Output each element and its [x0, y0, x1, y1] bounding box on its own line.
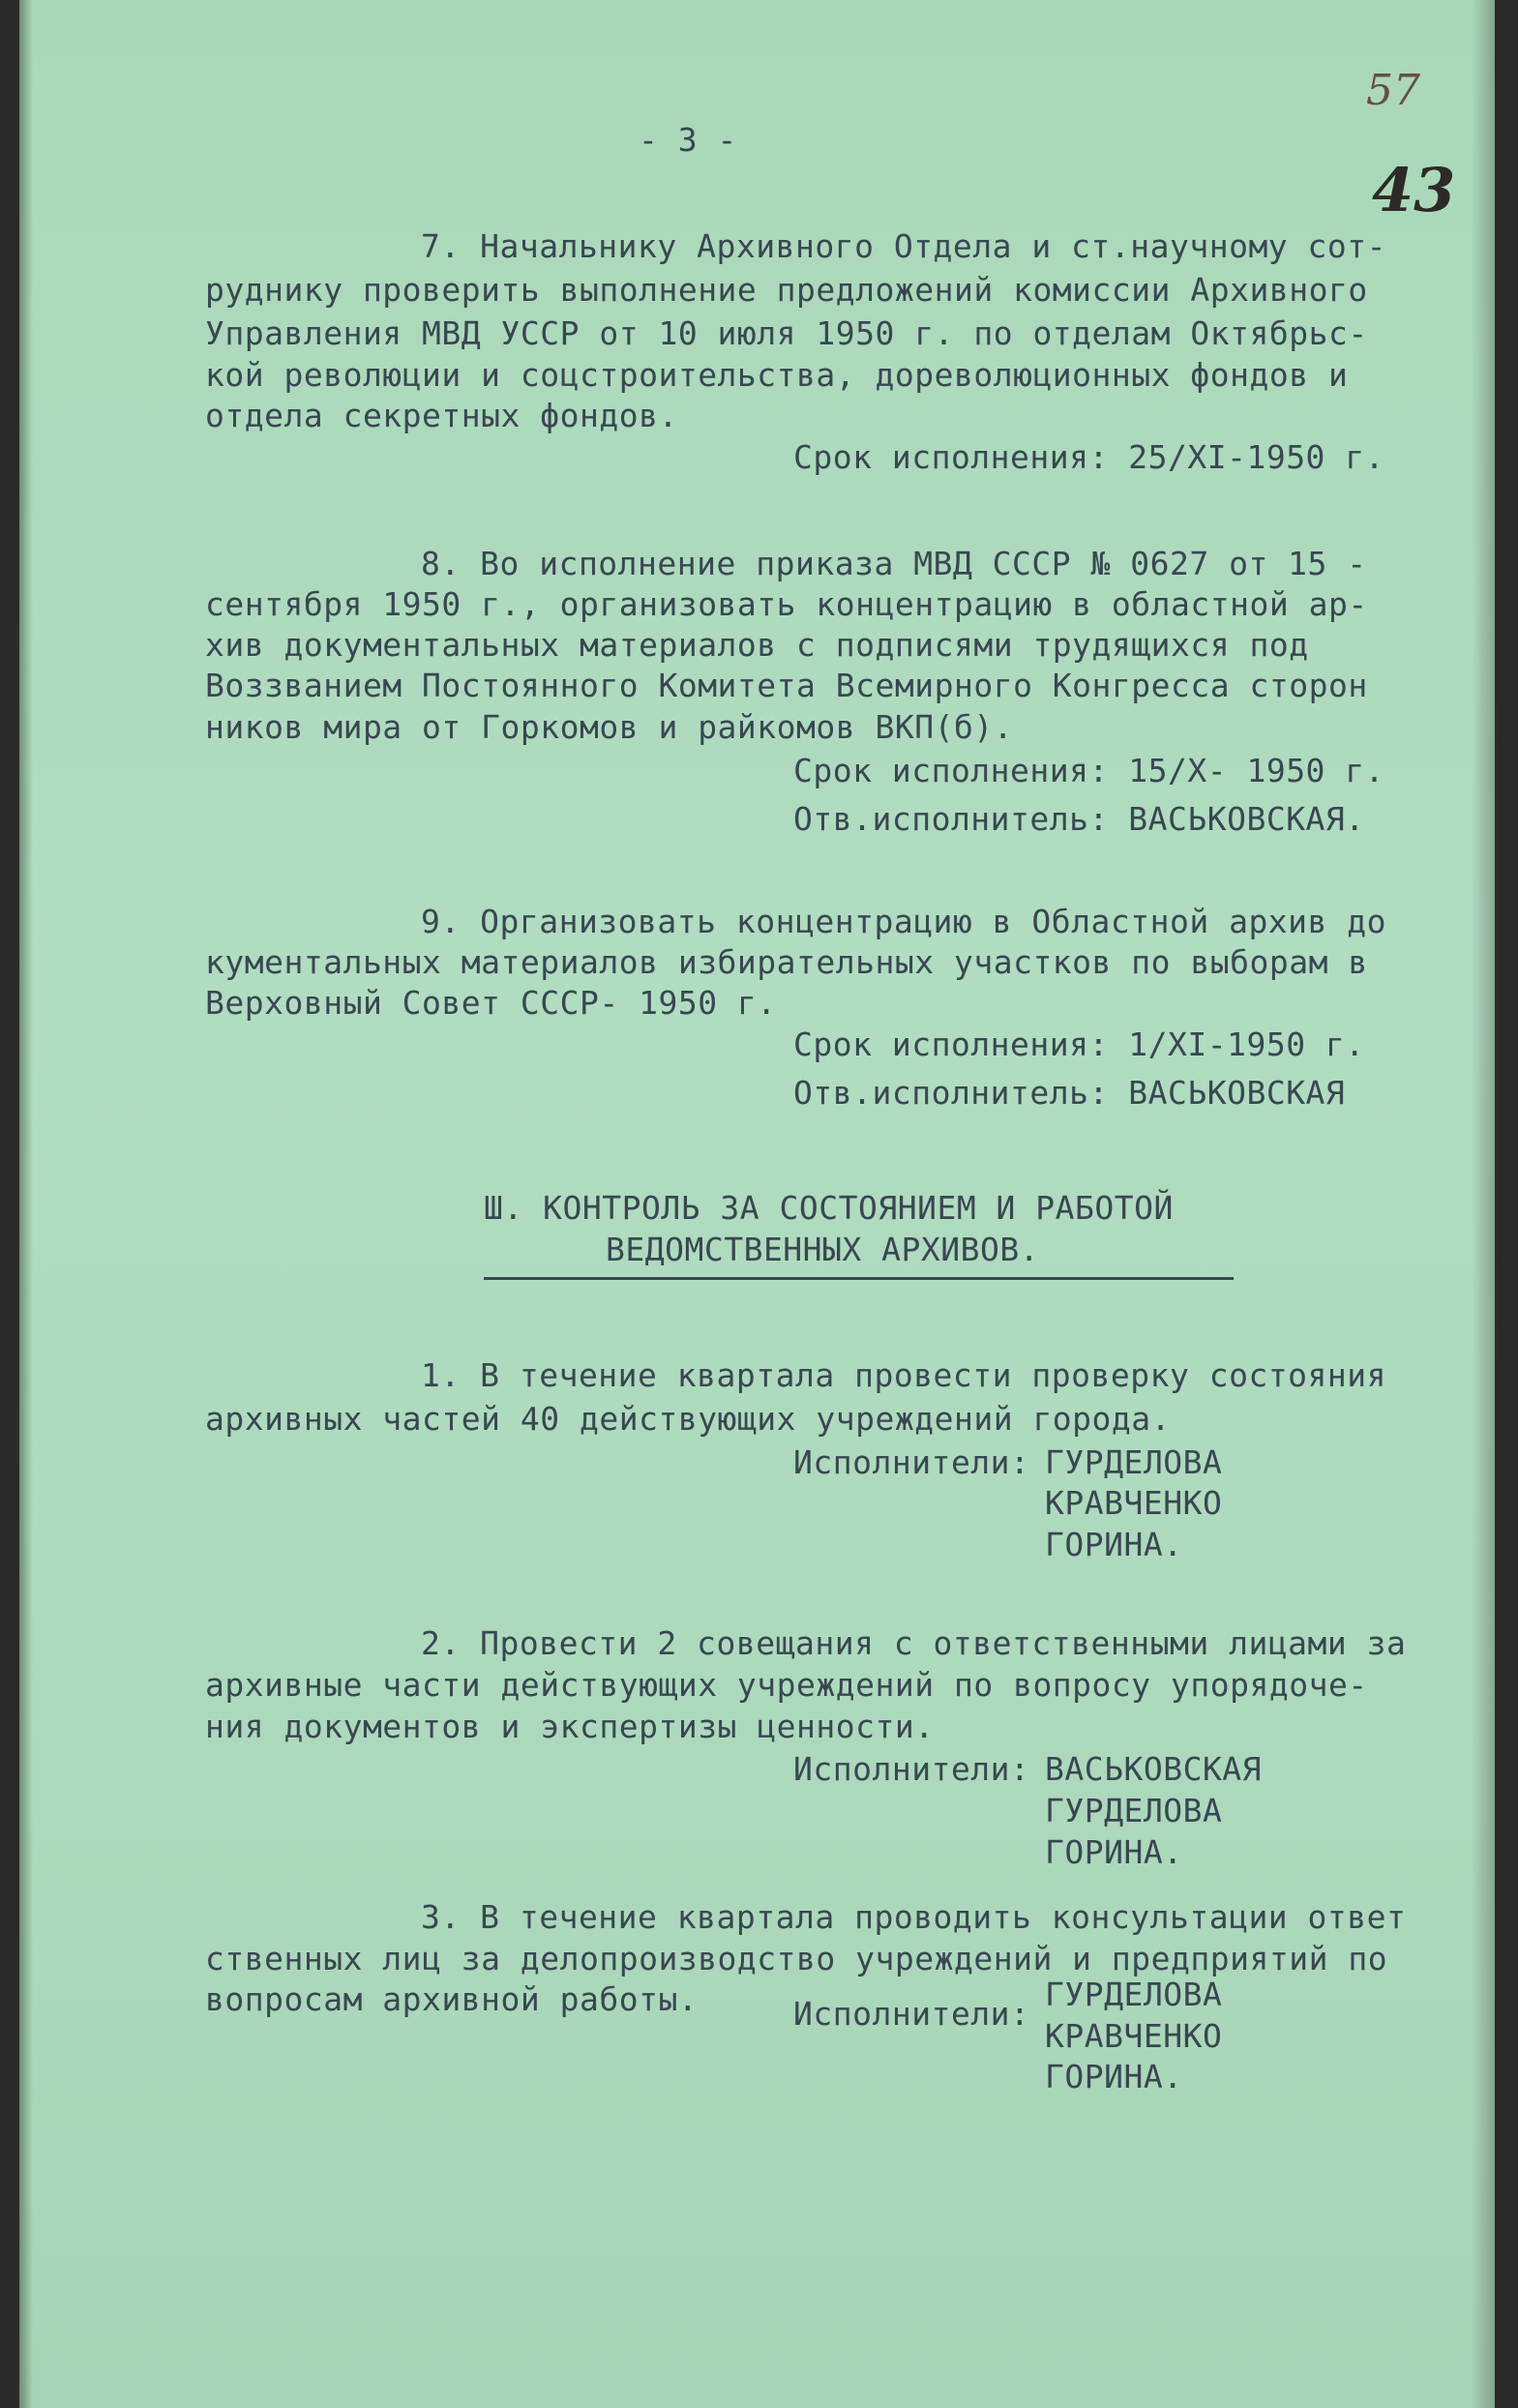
III-item-3-executor-1: ГУРДЕЛОВА: [1045, 1976, 1223, 2013]
III-item-3-line-3: вопросам архивной работы.: [205, 1980, 699, 2018]
item-8-line-1: 8. Во исполнение приказа МВД СССР № 0627 от 15 -: [421, 545, 1367, 582]
document-page: [19, 0, 1495, 2408]
III-item-1-line-1: 1. В течение квартала провести проверку состояния: [421, 1356, 1387, 1394]
III-item-3-line-2: ственных лиц за делопроизводство учреждений и предприятий по: [205, 1940, 1388, 1977]
III-item-1-executors-label: Исполнители:: [793, 1443, 1030, 1481]
section-III-heading-line-2: ВЕДОМСТВЕННЫХ АРХИВОВ.: [606, 1231, 1040, 1268]
item-7-deadline: Срок исполнения: 25/XI-1950 г.: [793, 438, 1385, 476]
item-9-line-1: 9. Организовать концентрацию в Областной архив до: [421, 903, 1387, 940]
item-9-responsible: Отв.исполнитель: ВАСЬКОВСКАЯ: [793, 1074, 1346, 1112]
item-8-deadline: Срок исполнения: 15/X- 1950 г.: [793, 752, 1385, 789]
III-item-3-executor-2: КРАВЧЕНКО: [1045, 2017, 1223, 2055]
III-item-2-line-1: 2. Провести 2 совещания с ответственными лицами за: [421, 1624, 1407, 1662]
archive-mark-top: 57: [1366, 66, 1420, 115]
III-item-2-line-3: ния документов и экспертизы ценности.: [205, 1708, 935, 1745]
III-item-2-executor-3: ГОРИНА.: [1045, 1833, 1183, 1871]
page-number: - 3 -: [639, 121, 737, 159]
III-item-2-executor-1: ВАСЬКОВСКАЯ: [1045, 1750, 1263, 1788]
item-9-deadline: Срок исполнения: 1/XI-1950 г.: [793, 1026, 1365, 1063]
item-9-line-2: кументальных материалов избирательных участков по выборам в: [205, 943, 1368, 981]
item-7-line-4: кой революции и соцстроительства, дореволюционных фондов и: [205, 356, 1349, 394]
III-item-1-executor-2: КРАВЧЕНКО: [1045, 1484, 1223, 1522]
item-8-responsible: Отв.исполнитель: ВАСЬКОВСКАЯ.: [793, 800, 1365, 838]
page-right-edge-shadow: [1472, 0, 1495, 2408]
item-8-line-5: ников мира от Горкомов и райкомов ВКП(б).: [205, 708, 1014, 746]
III-item-2-line-2: архивные части действующих учреждений по вопросу упорядоче-: [205, 1666, 1368, 1704]
section-III-heading-underline: [484, 1277, 1234, 1280]
item-8-line-3: хив документальных материалов с подписями трудящихся под: [205, 626, 1309, 664]
item-7-line-2: руднику проверить выполнение предложений комиссии Архивного: [205, 271, 1368, 309]
item-9-line-3: Верховный Совет СССР- 1950 г.: [205, 984, 777, 1022]
III-item-2-executors-label: Исполнители:: [793, 1750, 1030, 1788]
item-7-line-5: отдела секретных фондов.: [205, 397, 678, 434]
item-8-line-2: сентября 1950 г., организовать концентрацию в областной ар-: [205, 585, 1368, 623]
III-item-1-line-2: архивных частей 40 действующих учреждений города.: [205, 1400, 1172, 1438]
III-item-1-executor-3: ГОРИНА.: [1045, 1526, 1183, 1563]
item-7-line-1: 7. Начальнику Архивного Отдела и ст.научному сот-: [421, 227, 1387, 265]
III-item-3-executor-3: ГОРИНА.: [1045, 2058, 1183, 2096]
III-item-3-executors-label: Исполнители:: [793, 1995, 1030, 2033]
page-left-edge-shadow: [19, 0, 33, 2408]
section-III-heading-line-1: Ш. КОНТРОЛЬ ЗА СОСТОЯНИЕМ И РАБОТОЙ: [484, 1189, 1174, 1227]
archive-mark-bottom: 43: [1372, 155, 1456, 225]
III-item-2-executor-2: ГУРДЕЛОВА: [1045, 1792, 1223, 1829]
III-item-3-line-1: 3. В течение квартала проводить консультации ответ: [421, 1898, 1407, 1936]
III-item-1-executor-1: ГУРДЕЛОВА: [1045, 1443, 1223, 1481]
item-8-line-4: Воззванием Постоянного Комитета Всемирного Конгресса сторон: [205, 667, 1368, 704]
item-7-line-3: Управления МВД УССР от 10 июля 1950 г. по отделам Октябрьс-: [205, 314, 1368, 352]
